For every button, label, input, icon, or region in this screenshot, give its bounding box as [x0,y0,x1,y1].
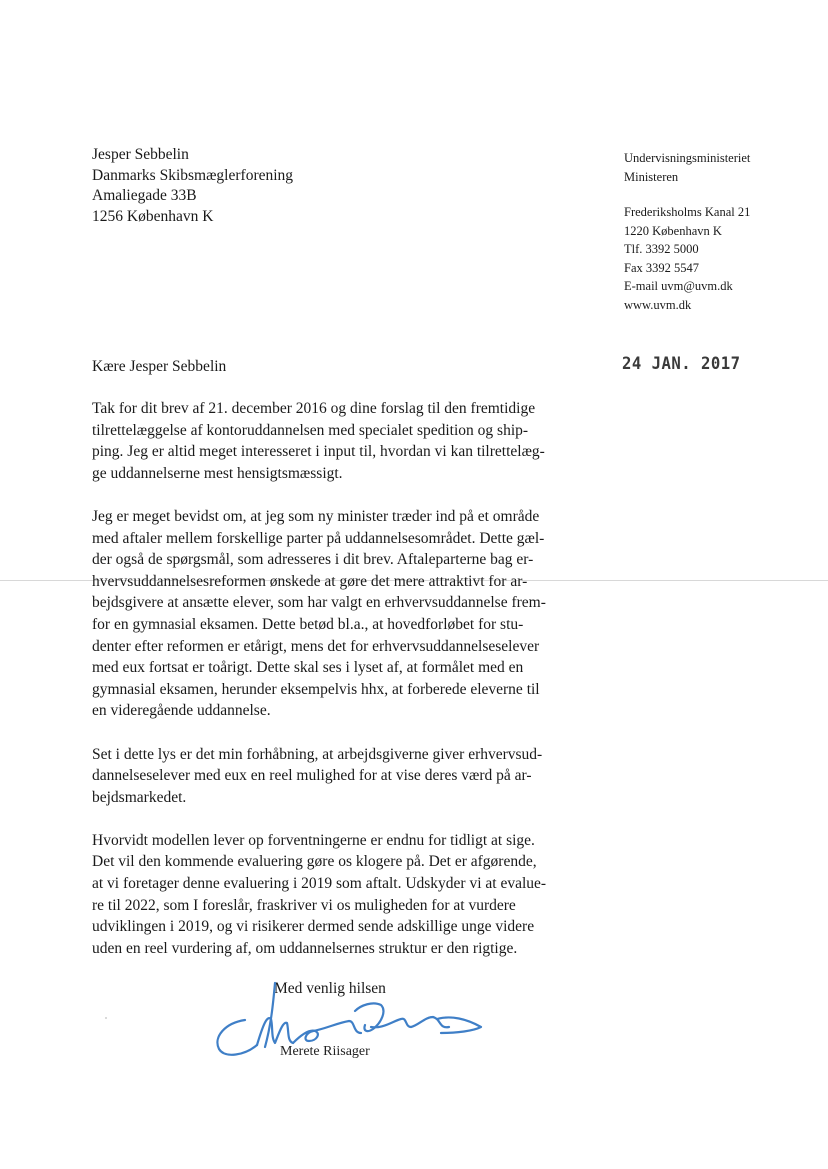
sender-letterhead [624,149,750,314]
body-paragraph [92,506,612,722]
paragraph-line: bejdsmarkedet. [92,788,187,806]
sender-street: Frederiksholms Kanal 21 [624,205,751,219]
recipient-name: Jesper Sebbelin [92,146,189,163]
paragraph-line: Det vil den kommende evaluering gøre os klogere på. Det er afgørende, [92,853,537,871]
paragraph-line: at vi foretager denne evaluering i 2019 som aftalt. Udskyder vi at evalue- [92,875,547,893]
paragraph-line: Jeg er meget bevidst om, at jeg som ny minister træder ind på et område [92,507,540,525]
sender-web: www.uvm.dk [624,297,692,312]
date-stamp: 24 JAN. 2017 [622,354,741,374]
recipient-city: 1256 København K [92,207,214,225]
paragraph-line: re til 2022, som I foreslår, fraskriver vi os muligheden for at vurdere [92,896,516,914]
recipient-organization: Danmarks Skibsmæglerforening [92,166,294,184]
body-paragraph [92,744,612,809]
paragraph-line: denter efter reformen er etårigt, mens det for erhvervsuddannelseselever [92,637,540,655]
sender-ministry: Undervisningsministeriet [624,151,751,165]
paragraph-line: bejdsgivere at ansætte elever, som har valgt en erhvervsuddannelse frem- [92,594,546,612]
paragraph-line: Hvorvidt modellen lever op forventningerne er endnu for tidligt at sige. [92,831,535,849]
paragraph-line: for en gymnasial eksamen. Dette betød bl.a., at hovedforløbet for stu- [92,615,524,633]
recipient-street: Amaliegade 33B [92,187,197,204]
scan-artifact-dot [105,1017,107,1019]
paragraph-line: med aftaler mellem forskellige parter på uddannelsesområdet. Dette gæl- [92,529,545,547]
body-paragraph [92,398,612,484]
paragraph-line: udviklingen i 2019, og vi risikerer dermed sende adskillige unge videre [92,918,535,936]
paragraph-line: en videregående uddannelse. [92,702,271,720]
recipient-address [92,145,293,227]
paragraph-line: hvervsuddannelsesreformen ønskede at gøre det mere attraktivt for ar- [92,572,528,590]
sender-city: 1220 København K [624,223,722,238]
signatory-name: Merete Riisager [280,1044,370,1059]
sender-phone: Tlf. 3392 5000 [624,242,699,256]
sender-email: E-mail uvm@uvm.dk [624,279,733,293]
paragraph-line: ge uddannelserne mest hensigtsmæssigt. [92,464,343,482]
paragraph-line: uden en reel vurdering af, om uddannelsernes struktur er den rigtige. [92,939,518,957]
letter-body [92,398,612,981]
paragraph-line: tilrettelæggelse af kontoruddannelsen med specialet spedition og ship- [92,421,529,439]
salutation: Kære Jesper Sebbelin [92,358,227,375]
paragraph-line: dannelseselever med eux en reel mulighed for at vise deres værd på ar- [92,767,532,785]
sender-fax: Fax 3392 5547 [624,260,699,275]
body-paragraph [92,830,612,960]
paragraph-line: Tak for dit brev af 21. december 2016 og dine forslag til den fremtidige [92,400,536,417]
paragraph-line: ping. Jeg er altid meget interesseret i input til, hvordan vi kan tilrettelæg- [92,443,545,461]
paragraph-line: Set i dette lys er det min forhåbning, at arbejdsgiverne giver erhvervsud- [92,745,543,763]
sender-office: Ministeren [624,169,679,184]
paragraph-line: der også de spørgsmål, som adresseres i dit brev. Aftaleparterne bag er- [92,551,534,569]
closing-phrase: Med venlig hilsen [274,980,386,997]
paragraph-line: med eux fortsat er toårigt. Dette skal ses i lyset af, at formålet med en [92,659,524,677]
paragraph-line: gymnasial eksamen, herunder eksempelvis hhx, at forberede eleverne til [92,680,540,698]
